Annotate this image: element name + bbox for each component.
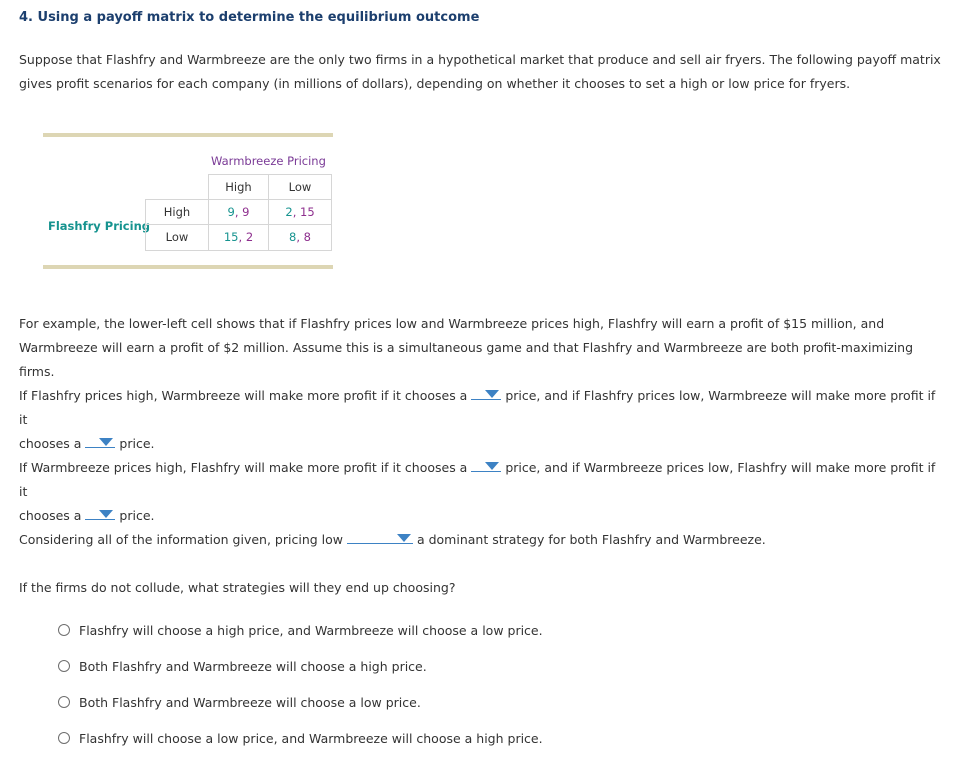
chevron-down-icon [99,438,113,446]
q1-dropdown-2[interactable] [85,434,115,448]
radio-button[interactable] [58,732,70,744]
payoff-flashfry: 15 [223,230,239,244]
q2-dropdown-1[interactable] [471,458,501,472]
chevron-down-icon [485,390,499,398]
q1-text-pre: If Flashfry prices high, Warmbreeze will make more profit if it chooses a [19,388,468,403]
question-3 [19,528,944,552]
option-4[interactable] [58,730,543,746]
q2-text-mid: price, and if Warmbreeze prices low, Flashfry will make more profit if it [19,460,936,499]
payoff-warmbreeze: 8 [303,230,311,244]
option-label: Flashfry will choose a high price, and Warmbreeze will choose a low price. [79,622,543,638]
option-1[interactable] [58,622,543,638]
col-player-label: Warmbreeze Pricing [211,154,326,168]
intro-line-2: gives profit scenarios for each company (in millions of dollars), depending on whether it chooses to set a high or low price for fryers. [19,76,851,91]
example-line-1: For example, the lower-left cell shows that if Flashfry prices low and Warmbreeze prices high, Flashfry will earn a profit of $15 million, and [19,316,885,331]
option-2[interactable] [58,658,427,674]
row-label-low: Low [145,224,209,251]
row-label-high: High [145,199,209,225]
payoff-warmbreeze: 9 [242,205,250,219]
question-1 [19,384,944,456]
question-title: 4. Using a payoff matrix to determine the equilibrium outcome [19,10,480,25]
question-2 [19,456,944,528]
option-label: Both Flashfry and Warmbreeze will choose a low price. [79,694,421,710]
intro-line-1: Suppose that Flashfry and Warmbreeze are the only two firms in a hypothetical market that produce and sell air fryers. The following payoff matrix [19,52,941,67]
intro-paragraph [19,48,944,96]
chevron-down-icon [485,462,499,470]
chevron-down-icon [99,510,113,518]
q1-text-post: price. [119,436,155,451]
q3-text-pre: Considering all of the information given, pricing low [19,532,343,547]
question-4-prompt: If the firms do not collude, what strategies will they end up choosing? [19,580,456,595]
q1-text-mid: price, and if Flashfry prices low, Warmbreeze will make more profit if it [19,388,936,427]
q2-text-pre: If Warmbreeze prices high, Flashfry will make more profit if it chooses a [19,460,468,475]
option-3[interactable] [58,694,421,710]
q2-text-post: price. [119,508,155,523]
payoff-flashfry: 8 [289,230,297,244]
q1-dropdown-1[interactable] [471,386,501,400]
payoff-cell-high-low: 2, 15 [268,199,332,225]
col-label-high: High [208,174,269,200]
payoff-cell-low-low: 8, 8 [268,224,332,251]
option-label: Flashfry will choose a low price, and Warmbreeze will choose a high price. [79,730,543,746]
payoff-cell-low-high: 15, 2 [208,224,269,251]
radio-button[interactable] [58,660,70,672]
payoff-warmbreeze: 2 [245,230,254,244]
q3-text-post: a dominant strategy for both Flashfry and Warmbreeze. [416,532,766,547]
q2-dropdown-2[interactable] [85,506,115,520]
example-line-2: Warmbreeze will earn a profit of $2 million. Assume this is a simultaneous game and that Flashfry and Warmbreeze are both profit-maximizing firms. [19,340,914,379]
row-player-label: Flashfry Pricing [48,219,150,233]
chevron-down-icon [397,534,411,542]
payoff-cell-high-high: 9, 9 [208,199,269,225]
col-label-low: Low [268,174,332,200]
payoff-warmbreeze: 15 [300,205,315,219]
q1-text-pre2: chooses a [19,436,82,451]
q3-dropdown[interactable] [347,530,413,544]
matrix-top-rule [43,133,333,137]
matrix-bottom-rule [43,265,333,269]
radio-button[interactable] [58,624,70,636]
q2-text-pre2: chooses a [19,508,82,523]
payoff-flashfry: 9 [227,205,235,219]
payoff-flashfry: 2 [285,205,293,219]
option-label: Both Flashfry and Warmbreeze will choose a high price. [79,658,427,674]
radio-button[interactable] [58,696,70,708]
example-paragraph [19,312,944,384]
